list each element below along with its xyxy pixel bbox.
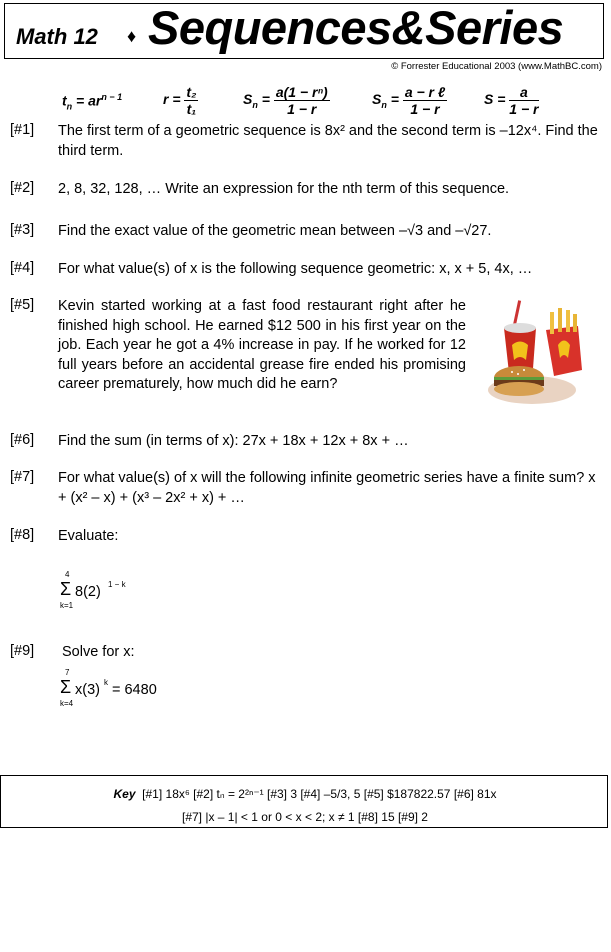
summation-expression: 4 Σ k=1 8(2) 1 − k [60,570,126,610]
question-text: For what value(s) of x will the following infinite geometric series have a finite sum? x + (x² – x) + (x³ – 2x² + x) + … [58,470,596,506]
question-text: Evaluate: [58,528,119,544]
formula-sum-n: $S_n$ = $\frac{\text{a(1 − rⁿ)}}{1 - r}$ [243,84,328,117]
copyright: © Forrester Educational 2003 (www.MathBC.com) [391,61,602,72]
course-name: Math 12 [16,24,98,49]
formula-ratio: r = $\frac{\text{t₂}}{\text{t₁}}$ [163,84,197,117]
question-text: For what value(s) of x is the following sequence geometric: x, x + 5, 4x, … [58,261,533,277]
formula-sum-last: $S_n$ = $\frac{\text{a − r ℓ}}{1 - r}$ [372,84,446,117]
question-number: [#8] [10,527,35,543]
answer-key-line-1: Key [#1] 18x⁶ [#2] tₙ = 2²ⁿ⁻¹ [#3] 3 [#4] –5/3, 5 [#5] $187822.57 [#6] 81x [113,787,497,801]
key-label: Key [113,787,136,801]
formula-nth-term: $t_n = ar^{n - 1}$ [62,92,123,112]
question-text: Solve for x: [62,644,135,660]
answer-key-box [0,775,608,828]
question-text: The first term of a geometric sequence is 8x² and the second term is –12x⁴. Find the third term. [58,123,598,159]
question-number: [#1] [10,122,35,138]
answer-key-line-2: [#7] |x – 1| < 1 or 0 < x < 2; x ≠ 1 [#8] 15 [#9] 2 [182,810,428,824]
question-number: [#6] [10,432,35,448]
question-text: Find the exact value of the geometric mean between –√3 and –√27. [58,223,492,239]
question-number: [#4] [10,260,35,276]
summation-equation: 7 Σ k=4 x(3) k = 6480 [60,668,157,708]
formula-infinite-sum: S = $\frac{a}{1 - r}$ [484,84,539,117]
question-number: [#3] [10,222,35,238]
page-title: Sequences&Series [148,1,564,54]
question-number: [#9] [10,643,35,659]
question-number: [#5] [10,297,35,313]
question-number: [#7] [10,469,35,485]
question-text: 2, 8, 32, 128, … Write an expression for the nth term of this sequence. [58,181,510,197]
question-text: Kevin started working at a fast food restaurant right after he finished high school. He earned $12 500 in his first year on the job. Each year he got a 4% increase in pay. If he worked for 12 full years before an accidental grease fire ended his promising career prematurely, how much did he earn? [58,298,466,392]
question-number: [#2] [10,180,35,196]
fast-food-image [474,290,604,414]
question-text: Find the sum (in terms of x): 27x + 18x + 12x + 8x + … [58,433,409,449]
diamond-icon: ♦ [127,26,137,46]
